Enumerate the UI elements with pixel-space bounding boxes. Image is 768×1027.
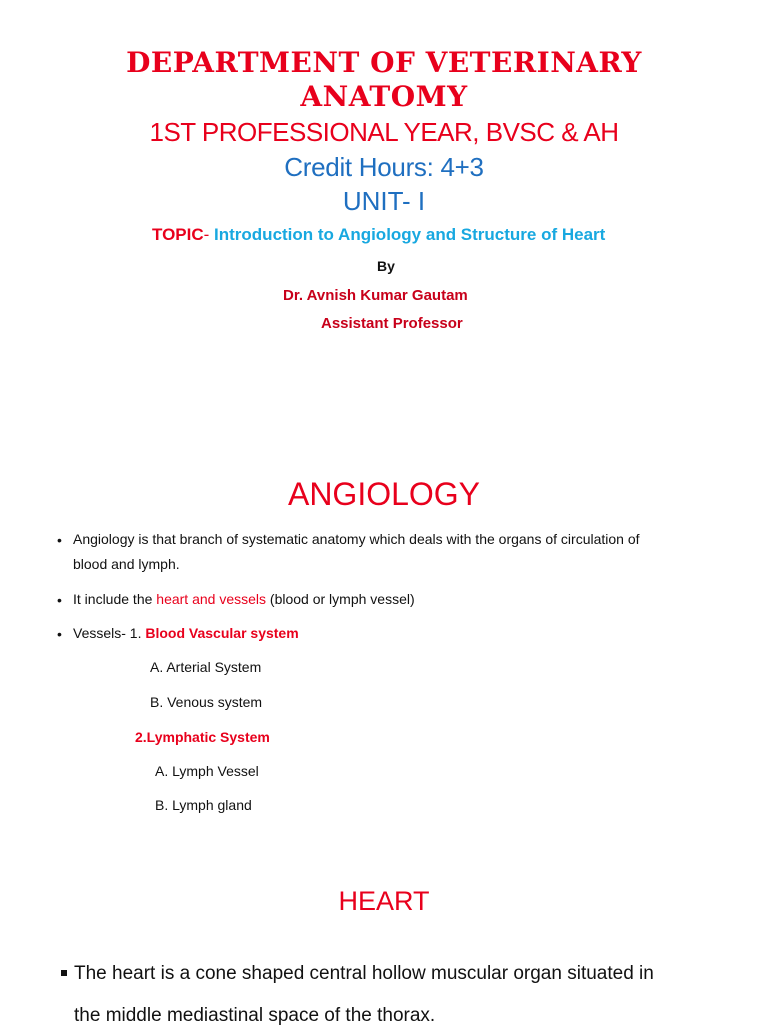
bullet1-line1: Angiology is that branch of systematic anatomy which deals with the organs of circulation of xyxy=(73,531,640,547)
bullet-icon: • xyxy=(57,592,62,608)
bullet-icon: • xyxy=(57,532,62,548)
bullet2-pre: It include the xyxy=(73,591,157,607)
heart-line2: the middle mediastinal space of the thorax. xyxy=(74,1005,436,1026)
topic-dash: - xyxy=(203,225,215,244)
unit-label: UNIT- I xyxy=(342,186,426,216)
bullet-icon: • xyxy=(57,626,62,642)
bullet3-highlight: Blood Vascular system xyxy=(145,625,299,641)
bullet2 xyxy=(73,591,415,607)
square-bullet-icon xyxy=(61,970,67,976)
bullet1-line2: blood and lymph. xyxy=(73,556,180,572)
lymphatic-system-heading: 2.Lymphatic System xyxy=(135,729,270,745)
heart-line1: The heart is a cone shaped central hollow muscular organ situated in xyxy=(74,963,654,984)
bullet3-pre: Vessels- 1. xyxy=(73,625,146,641)
arterial-system: A. Arterial System xyxy=(150,659,262,675)
heart-heading: HEART xyxy=(338,886,430,916)
topic-text: Introduction to Angiology and Structure of Heart xyxy=(214,225,606,244)
bullet2-highlight: heart and vessels xyxy=(156,591,267,607)
bullet2-post: (blood or lymph vessel) xyxy=(266,591,415,607)
venous-system: B. Venous system xyxy=(150,694,263,710)
topic-line xyxy=(152,225,605,245)
department-title-line2: ANATOMY xyxy=(300,80,468,113)
credit-hours: Credit Hours: 4+3 xyxy=(284,152,484,182)
author-designation: Assistant Professor xyxy=(321,315,463,332)
lymph-vessel: A. Lymph Vessel xyxy=(155,763,259,779)
professional-year: 1ST PROFESSIONAL YEAR, BVSC & AH xyxy=(149,117,619,147)
author-name: Dr. Avnish Kumar Gautam xyxy=(283,287,468,304)
angiology-heading: ANGIOLOGY xyxy=(287,476,481,512)
department-title-line1: DEPARTMENT OF VETERINARY xyxy=(126,46,642,79)
bullet3 xyxy=(73,625,299,641)
topic-label: TOPIC xyxy=(152,225,204,244)
by-label: By xyxy=(377,258,395,274)
lymph-gland: B. Lymph gland xyxy=(155,797,252,813)
